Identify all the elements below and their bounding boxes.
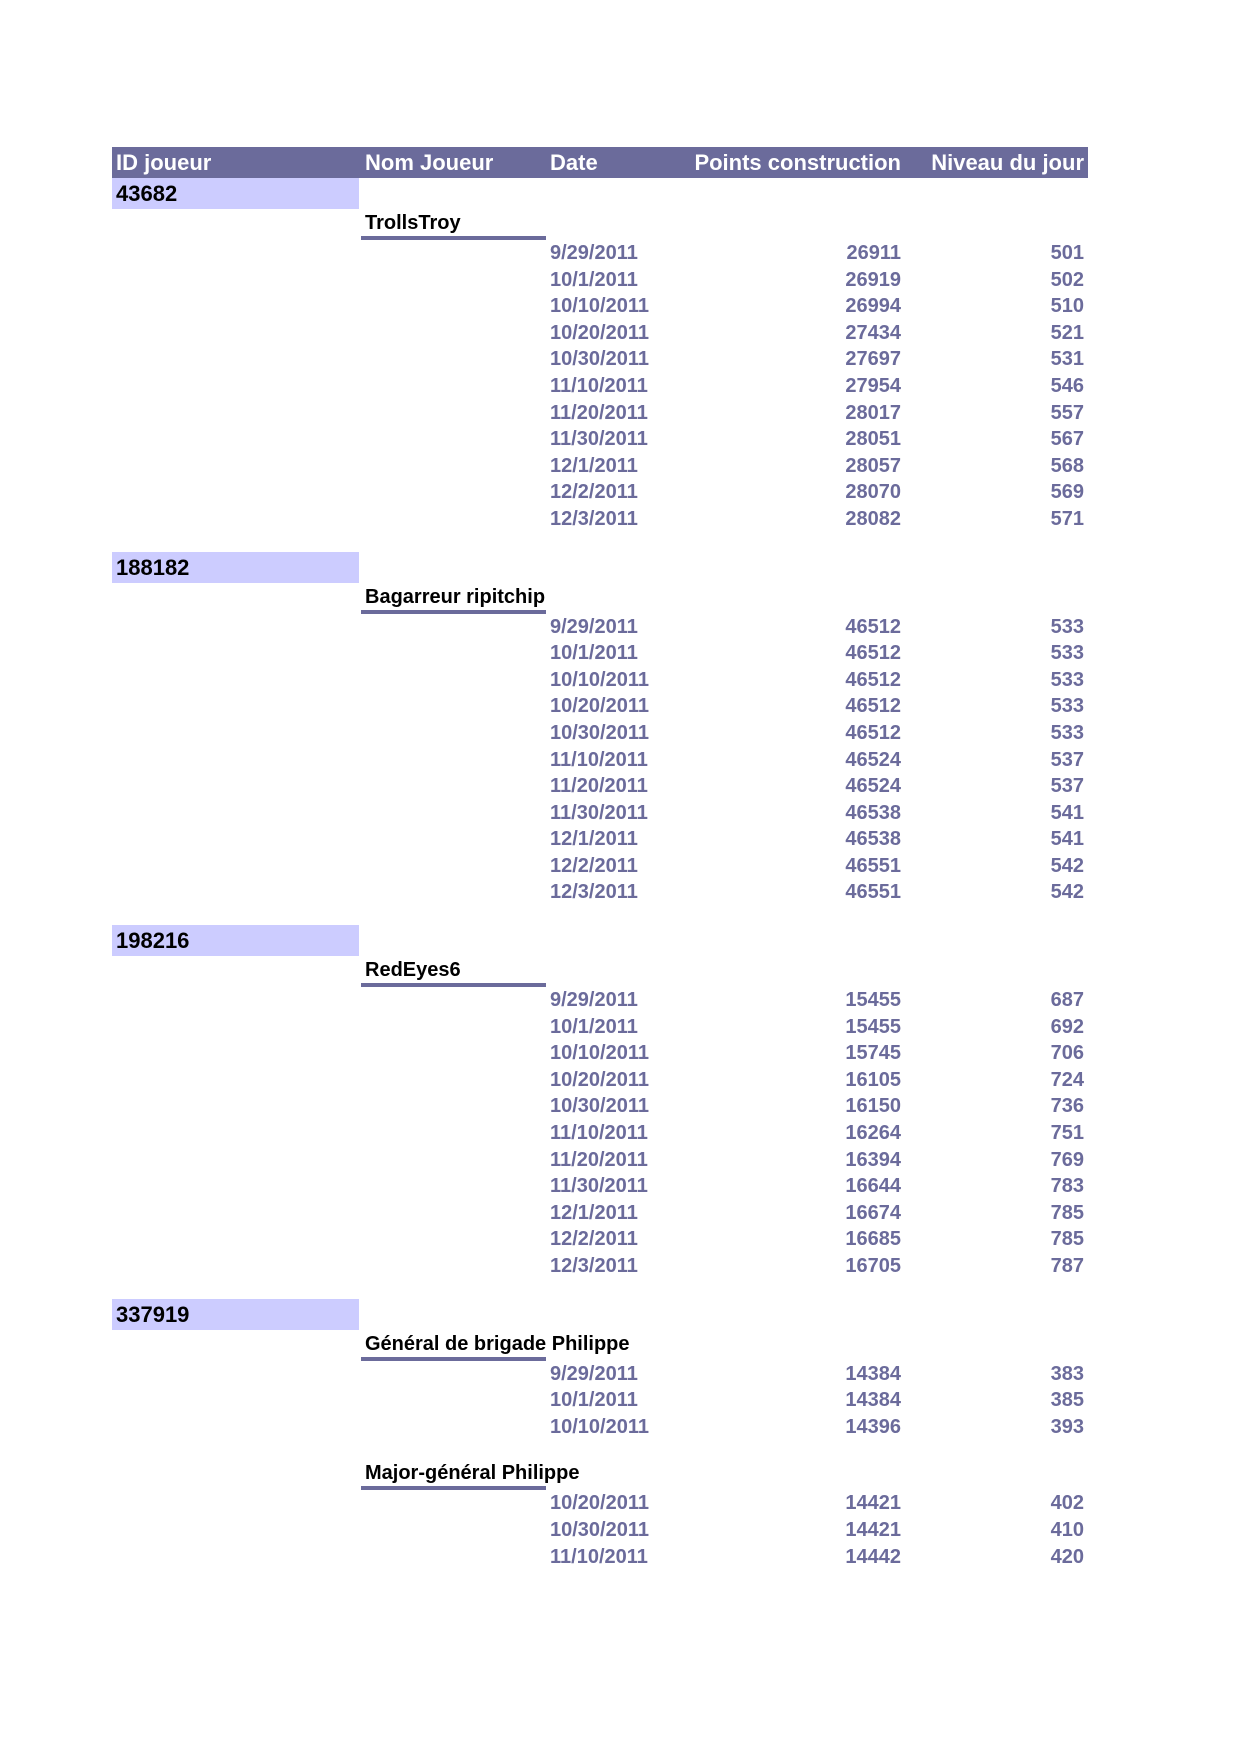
date-cell: 9/29/2011 [550,989,638,1012]
table-row [112,506,1088,533]
points-cell: 28082 [845,507,901,530]
level-cell: 420 [1050,1545,1084,1568]
points-cell: 14442 [845,1545,901,1568]
points-cell: 14421 [845,1492,901,1515]
header-niveau-du-jour: Niveau du jour [931,150,1084,175]
table-row [112,400,1088,427]
header-id-joueur: ID joueur [116,150,212,175]
player-name: TrollsTroy [361,209,546,240]
table-row [112,987,1088,1014]
player-id-row [112,925,1088,956]
player-id: 198216 [112,925,359,956]
header-date: Date [550,150,598,175]
date-cell: 10/20/2011 [550,1068,649,1091]
table-row [112,1490,1088,1517]
header-points-construction: Points construction [694,150,901,175]
date-cell: 10/10/2011 [550,295,649,318]
table-row [112,747,1088,774]
table-row [112,479,1088,506]
level-cell: 383 [1050,1362,1084,1385]
level-cell: 510 [1050,295,1084,318]
group-spacer [112,1440,1088,1459]
table-row [112,453,1088,480]
player-name: Major-général Philippe [361,1459,546,1490]
date-cell: 10/10/2011 [550,668,649,691]
table-row [112,667,1088,694]
points-cell: 46512 [845,668,901,691]
table-row [112,1414,1088,1441]
player-name-row [112,583,1088,614]
level-cell: 502 [1050,268,1084,291]
table-row [112,720,1088,747]
level-cell: 533 [1050,615,1084,638]
table-row [112,1226,1088,1253]
player-id-row [112,552,1088,583]
points-cell: 46551 [845,881,901,904]
date-cell: 11/10/2011 [550,1545,648,1568]
table-row [112,1147,1088,1174]
player-id: 337919 [112,1299,359,1330]
date-cell: 10/1/2011 [550,1389,638,1412]
date-cell: 10/10/2011 [550,1042,649,1065]
player-name-group [112,956,1088,1280]
player-name-group [112,1459,1088,1570]
date-cell: 10/30/2011 [550,721,649,744]
points-cell: 28051 [845,428,901,451]
date-cell: 10/20/2011 [550,695,649,718]
table-row [112,773,1088,800]
date-cell: 9/29/2011 [550,1362,638,1385]
points-cell: 27434 [845,321,901,344]
points-cell: 46524 [845,748,901,771]
points-cell: 14384 [845,1389,901,1412]
level-cell: 537 [1050,775,1084,798]
player-report [112,147,1088,1570]
points-cell: 14396 [845,1415,901,1438]
level-cell: 542 [1050,881,1084,904]
points-cell: 46512 [845,721,901,744]
points-cell: 26919 [845,268,901,291]
player-name-group [112,209,1088,533]
points-cell: 15455 [845,1015,901,1038]
player-name: Général de brigade Philippe [361,1330,546,1361]
level-cell: 751 [1050,1122,1084,1145]
table-row [112,1517,1088,1544]
level-cell: 785 [1050,1201,1084,1224]
table-row [112,1173,1088,1200]
date-cell: 12/3/2011 [550,507,638,530]
points-cell: 16105 [845,1068,901,1091]
points-cell: 16674 [845,1201,901,1224]
level-cell: 541 [1050,801,1084,824]
level-cell: 569 [1050,481,1084,504]
date-cell: 10/30/2011 [550,1095,649,1118]
date-cell: 10/1/2011 [550,268,638,291]
points-cell: 46512 [845,695,901,718]
points-cell: 16150 [845,1095,901,1118]
table-row [112,1544,1088,1571]
level-cell: 724 [1050,1068,1084,1091]
points-cell: 26994 [845,295,901,318]
points-cell: 46538 [845,828,901,851]
level-cell: 533 [1050,695,1084,718]
table-row [112,373,1088,400]
date-cell: 11/30/2011 [550,1175,648,1198]
points-cell: 16264 [845,1122,901,1145]
player-spacer [112,1280,1088,1299]
date-cell: 11/20/2011 [550,401,648,424]
table-row [112,879,1088,906]
player-id-row [112,1299,1088,1330]
level-cell: 706 [1050,1042,1084,1065]
points-cell: 46512 [845,642,901,665]
points-cell: 26911 [846,242,901,264]
level-cell: 557 [1050,401,1084,424]
level-cell: 533 [1050,721,1084,744]
player-name-row [112,1459,1088,1490]
level-cell: 521 [1050,321,1084,344]
player-name-row [112,1330,1088,1361]
date-cell: 11/10/2011 [550,1122,648,1145]
table-row [112,614,1088,641]
player-id: 188182 [112,552,359,583]
level-cell: 568 [1050,454,1084,477]
points-cell: 46551 [845,854,901,877]
points-cell: 16644 [845,1175,901,1198]
date-cell: 11/10/2011 [550,748,648,771]
date-cell: 12/3/2011 [550,881,638,904]
level-cell: 785 [1050,1228,1084,1251]
date-cell: 10/1/2011 [550,1015,638,1038]
date-cell: 12/1/2011 [550,454,638,477]
points-cell: 16394 [845,1148,901,1171]
player-name: RedEyes6 [361,956,546,987]
level-cell: 546 [1050,374,1084,397]
table-row [112,826,1088,853]
points-cell: 15745 [845,1042,901,1065]
table-row [112,1253,1088,1280]
table-header [112,147,1088,178]
date-cell: 11/10/2011 [550,374,648,397]
date-cell: 10/30/2011 [550,1518,649,1541]
table-row [112,1067,1088,1094]
level-cell: 402 [1050,1492,1084,1515]
header-nom-joueur: Nom Joueur [365,150,494,175]
player-id: 43682 [112,178,359,209]
date-cell: 10/20/2011 [550,321,649,344]
level-cell: 736 [1050,1095,1084,1118]
table-row [112,267,1088,294]
table-row [112,640,1088,667]
table-row [112,426,1088,453]
table-row [112,1040,1088,1067]
player-block [112,1299,1088,1571]
date-cell: 9/29/2011 [550,615,638,638]
level-cell: 541 [1050,828,1084,851]
player-name-group [112,1330,1088,1441]
level-cell: 783 [1050,1175,1084,1198]
points-cell: 28057 [845,454,901,477]
player-block [112,552,1088,907]
date-cell: 11/20/2011 [550,1148,648,1171]
points-cell: 14421 [845,1518,901,1541]
table-row [112,1200,1088,1227]
date-cell: 11/30/2011 [550,801,648,824]
date-cell: 12/2/2011 [550,481,638,504]
points-cell: 16705 [845,1255,901,1277]
level-cell: 687 [1050,989,1084,1012]
table-row [112,1093,1088,1120]
date-cell: 11/30/2011 [550,428,648,451]
level-cell: 533 [1050,642,1084,665]
date-cell: 12/1/2011 [550,828,638,851]
date-cell: 10/1/2011 [550,642,638,665]
player-spacer [112,906,1088,925]
table-row [112,320,1088,347]
table-row [112,800,1088,827]
player-name: Bagarreur ripitchip [361,583,546,614]
player-name-group [112,583,1088,907]
level-cell: 531 [1050,348,1084,371]
table-row [112,693,1088,720]
level-cell: 787 [1050,1255,1084,1277]
table-row [112,1014,1088,1041]
level-cell: 692 [1050,1015,1084,1038]
table-row [112,1120,1088,1147]
date-cell: 12/2/2011 [550,1228,638,1251]
table-row [112,853,1088,880]
points-cell: 14384 [845,1362,901,1385]
date-cell: 9/29/2011 [550,242,638,264]
points-cell: 16685 [845,1228,901,1251]
player-name-row [112,209,1088,240]
points-cell: 46512 [845,615,901,638]
level-cell: 537 [1050,748,1084,771]
player-block [112,178,1088,533]
level-cell: 393 [1050,1415,1084,1438]
points-cell: 28017 [845,401,901,424]
points-cell: 27954 [845,374,901,397]
date-cell: 12/1/2011 [550,1201,638,1224]
level-cell: 533 [1050,668,1084,691]
player-name-row [112,956,1088,987]
table-row [112,240,1088,267]
date-cell: 12/2/2011 [550,854,638,877]
points-cell: 46524 [845,775,901,798]
date-cell: 11/20/2011 [550,775,648,798]
points-cell: 28070 [845,481,901,504]
points-cell: 27697 [845,348,901,371]
level-cell: 571 [1050,507,1084,530]
points-cell: 46538 [845,801,901,824]
player-list [112,178,1088,1570]
level-cell: 769 [1050,1148,1084,1171]
date-cell: 10/20/2011 [550,1492,649,1515]
table-row [112,1387,1088,1414]
date-cell: 12/3/2011 [550,1255,638,1277]
player-block [112,925,1088,1280]
table-row [112,293,1088,320]
player-spacer [112,533,1088,552]
date-cell: 10/30/2011 [550,348,649,371]
level-cell: 385 [1050,1389,1084,1412]
level-cell: 410 [1050,1518,1084,1541]
level-cell: 567 [1050,428,1084,451]
table-row [112,346,1088,373]
table-row [112,1361,1088,1388]
date-cell: 10/10/2011 [550,1415,649,1438]
level-cell: 542 [1050,854,1084,877]
level-cell: 501 [1050,242,1084,264]
player-id-row [112,178,1088,209]
points-cell: 15455 [845,989,901,1012]
